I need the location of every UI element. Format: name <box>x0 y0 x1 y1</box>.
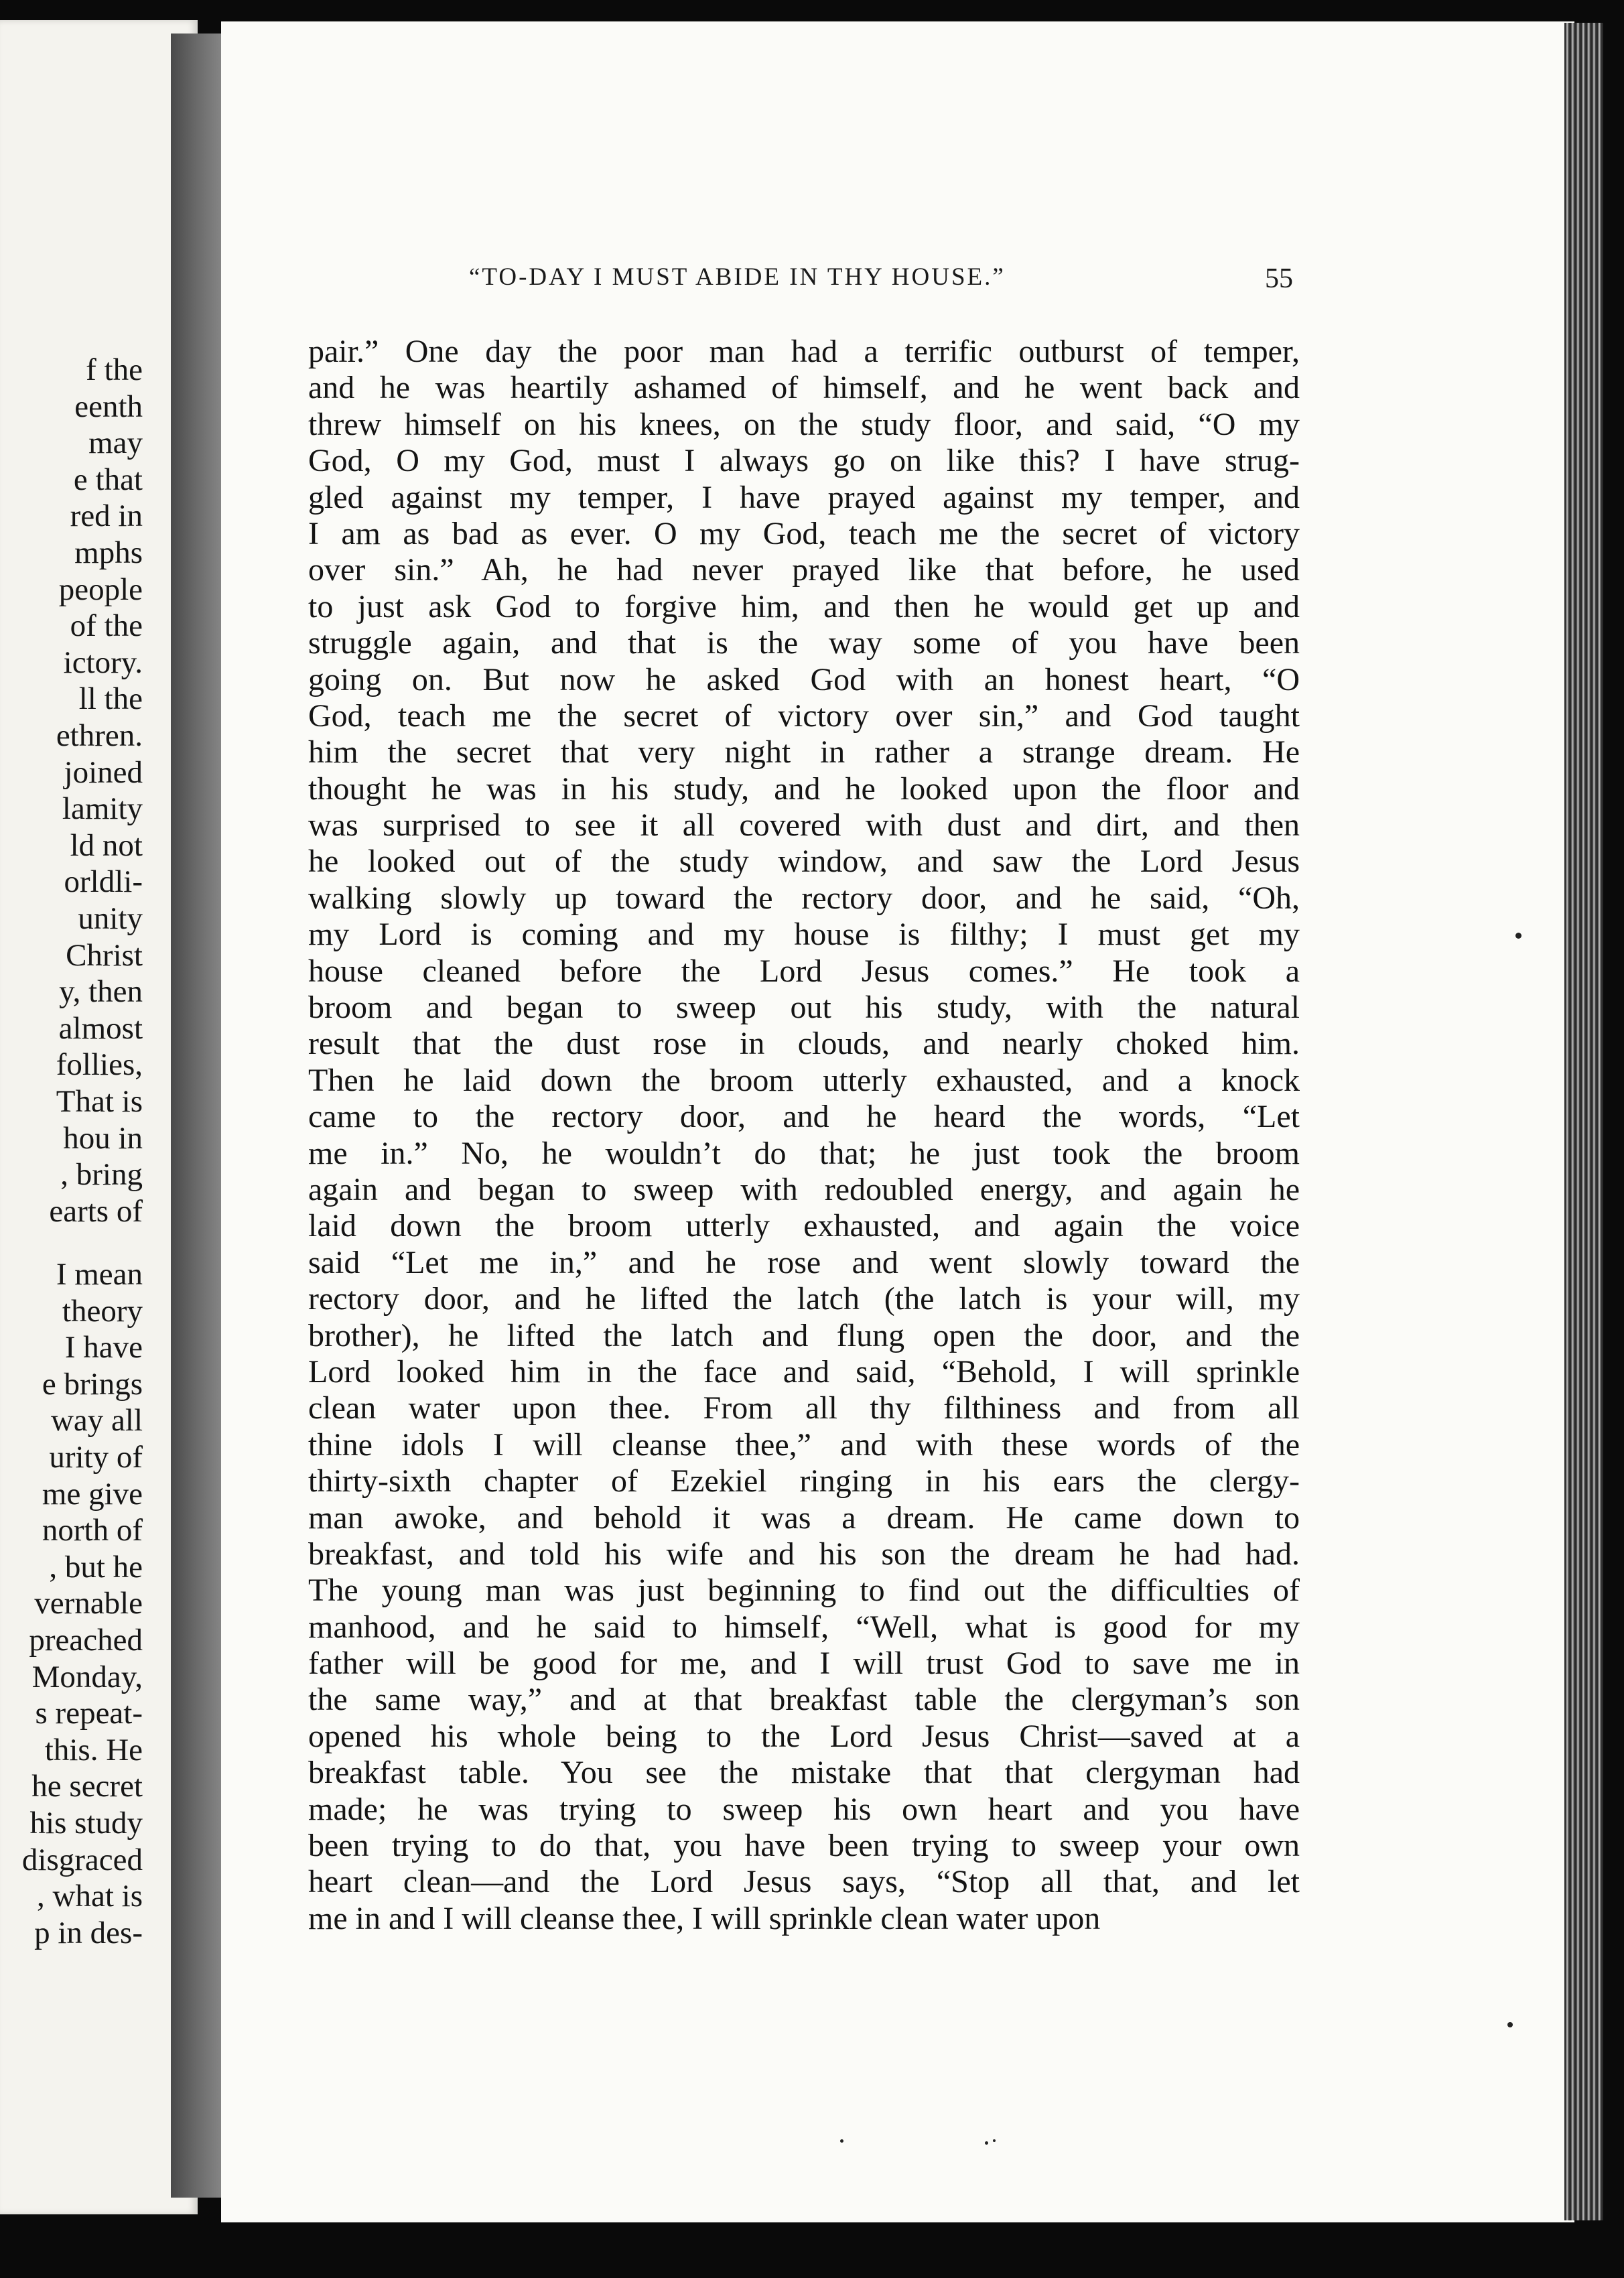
text-line: man awoke, and behold it was a dream. He came down to <box>308 1499 1300 1536</box>
ink-speck <box>1507 2022 1513 2027</box>
left-page-fragment: ll the <box>78 681 143 717</box>
left-page-fragment: way all <box>50 1403 143 1438</box>
left-page-fragment: theory <box>62 1293 143 1329</box>
text-line: walking slowly up toward the rectory door, and he said, “Oh, <box>308 880 1300 916</box>
left-page-fragment: mphs <box>74 535 143 570</box>
ink-speck <box>840 2139 843 2143</box>
text-line: pair.” One day the poor man had a terrific outburst of temper, <box>308 334 1300 369</box>
text-line: I am as bad as ever. O my God, teach me the secret of victory <box>308 515 1300 551</box>
left-page-fragment: , bring <box>60 1157 143 1193</box>
ink-speck <box>993 2139 996 2142</box>
text-line: heart clean—and the Lord Jesus says, “Stop all that, and let <box>308 1864 1300 1900</box>
text-line: house cleaned before the Lord Jesus comes.” He took a <box>308 953 1300 989</box>
text-line: again and began to sweep with redoubled energy, and again he <box>308 1171 1300 1207</box>
left-page-fragment: urity of <box>49 1440 143 1475</box>
left-page-fragment: unity <box>78 901 143 936</box>
text-line: thine idols I will cleanse thee,” and with these words of the <box>308 1426 1300 1463</box>
text-line: the same way,” and at that breakfast table the clergyman’s son <box>308 1682 1300 1718</box>
left-page-fragment: disgraced <box>21 1842 143 1877</box>
left-page-fragment: of the <box>70 608 143 644</box>
text-line: me in.” No, he wouldn’t do that; he just took the broom <box>308 1135 1300 1171</box>
left-page-fragment: this. He <box>44 1732 143 1767</box>
left-page-fragment: hou in <box>63 1120 143 1156</box>
left-page-fragment: earts of <box>49 1193 143 1229</box>
left-page-fragment: y, then <box>59 974 143 1010</box>
left-page-fragment: p in des- <box>34 1915 143 1950</box>
text-line: result that the dust rose in clouds, and nearly choked him. <box>308 1026 1300 1062</box>
text-line: was surprised to see it all covered with dust and dirt, and then <box>308 807 1300 844</box>
left-page-fragment: people <box>58 572 143 607</box>
text-line: he looked out of the study window, and saw the Lord Jesus <box>308 844 1300 880</box>
text-line: gled against my temper, I have prayed against my temper, and <box>308 479 1300 515</box>
left-page-fragment: e that <box>73 462 143 497</box>
left-page-fragment: e brings <box>42 1366 143 1402</box>
text-line: and he was heartily ashamed of himself, and he went back and <box>308 370 1300 406</box>
text-line: going on. But now he asked God with an honest heart, “O <box>308 661 1300 697</box>
left-page-fragment: I mean <box>56 1257 143 1292</box>
left-page-fragment: joined <box>64 754 143 790</box>
page-edges <box>1564 23 1603 2220</box>
left-page-fragment: preached <box>29 1623 143 1658</box>
left-page-fragment: he secret <box>31 1769 143 1804</box>
left-page-fragment: Christ <box>66 937 143 973</box>
text-line: said “Let me in,” and he rose and went slowly toward the <box>308 1244 1300 1280</box>
text-line: struggle again, and that is the way some of you have been <box>308 625 1300 661</box>
left-page-fragment: his study <box>29 1806 143 1840</box>
text-line: made; he was trying to sweep his own heart and you have <box>308 1791 1300 1827</box>
left-page-fragment: red in <box>70 498 143 534</box>
text-line: breakfast table. You see the mistake that that clergyman had <box>308 1755 1300 1791</box>
text-line: him the secret that very night in rather a strange dream. He <box>308 734 1300 770</box>
text-line: father will be good for me, and I will trust God to save me in <box>308 1646 1300 1682</box>
text-line: manhood, and he said to himself, “Well, what is good for my <box>308 1609 1300 1645</box>
left-page <box>0 20 198 2214</box>
text-line: God, O my God, must I always go on like this? I have strug- <box>308 443 1300 479</box>
left-page-fragment: , what is <box>37 1879 143 1914</box>
text-line: God, teach me the secret of victory over sin,” and God taught <box>308 697 1300 734</box>
left-page-fragment: I have <box>64 1330 143 1365</box>
ink-speck <box>1515 933 1521 939</box>
text-line: Lord looked him in the face and said, “Behold, I will sprinkle <box>308 1353 1300 1390</box>
left-page-fragment: eenth <box>74 389 143 424</box>
page-number: 55 <box>1265 263 1293 294</box>
text-line: broom and began to sweep out his study, with the natural <box>308 990 1300 1026</box>
left-page-fragment: vernable <box>34 1586 143 1621</box>
text-line: to just ask God to forgive him, and then he would get up and <box>308 588 1300 624</box>
left-page-fragment: orldli- <box>64 864 143 900</box>
text-line: thirty-sixth chapter of Ezekiel ringing in his ears the clergy- <box>308 1463 1300 1499</box>
text-line: over sin.” Ah, he had never prayed like that before, he used <box>308 552 1300 588</box>
text-line: me in and I will cleanse thee, I will sprinkle clean water upon <box>308 1900 1101 1936</box>
left-page-fragment: That is <box>56 1084 143 1119</box>
text-line: threw himself on his knees, on the study floor, and said, “O my <box>308 406 1300 442</box>
left-page-fragment: ethren. <box>56 718 143 753</box>
left-page-fragment: ld not <box>70 827 143 863</box>
text-line: Then he laid down the broom utterly exhausted, and a knock <box>308 1062 1300 1098</box>
left-page-fragment: Monday, <box>31 1659 143 1694</box>
text-line: opened his whole being to the Lord Jesus Christ—saved at a <box>308 1718 1300 1754</box>
text-line: breakfast, and told his wife and his son the dream he had had. <box>308 1536 1300 1572</box>
text-line: thought he was in his study, and he looked upon the floor and <box>308 770 1300 807</box>
text-line: rectory door, and he lifted the latch (the latch is your will, my <box>308 1281 1300 1317</box>
left-page-fragment: almost <box>58 1010 143 1046</box>
left-page-fragment: north of <box>42 1513 143 1548</box>
left-page-fragment: s repeat- <box>35 1696 143 1731</box>
text-line: my Lord is coming and my house is filthy; I must get my <box>308 917 1300 953</box>
running-head: “TO-DAY I MUST ABIDE IN THY HOUSE.” <box>469 263 1006 291</box>
left-page-fragment: f the <box>86 352 143 387</box>
text-line: clean water upon thee. From all thy filthiness and from all <box>308 1390 1300 1426</box>
text-line: brother), he lifted the latch and flung open the door, and the <box>308 1317 1300 1353</box>
left-page-fragment: lamity <box>62 791 143 827</box>
text-line: been trying to do that, you have been trying to sweep your own <box>308 1828 1300 1864</box>
left-page-fragment: me give <box>42 1476 143 1512</box>
text-line: came to the rectory door, and he heard the words, “Let <box>308 1099 1300 1135</box>
text-line: The young man was just beginning to find out the difficulties of <box>308 1572 1300 1609</box>
left-page-fragment: may <box>88 425 143 461</box>
body-text <box>308 334 1300 1937</box>
text-line: laid down the broom utterly exhausted, and again the voice <box>308 1208 1300 1244</box>
ink-speck <box>985 2141 988 2145</box>
left-page-fragment: follies, <box>56 1047 143 1083</box>
left-page-fragment: ictory. <box>63 645 143 680</box>
left-page-fragment: , but he <box>49 1549 143 1585</box>
